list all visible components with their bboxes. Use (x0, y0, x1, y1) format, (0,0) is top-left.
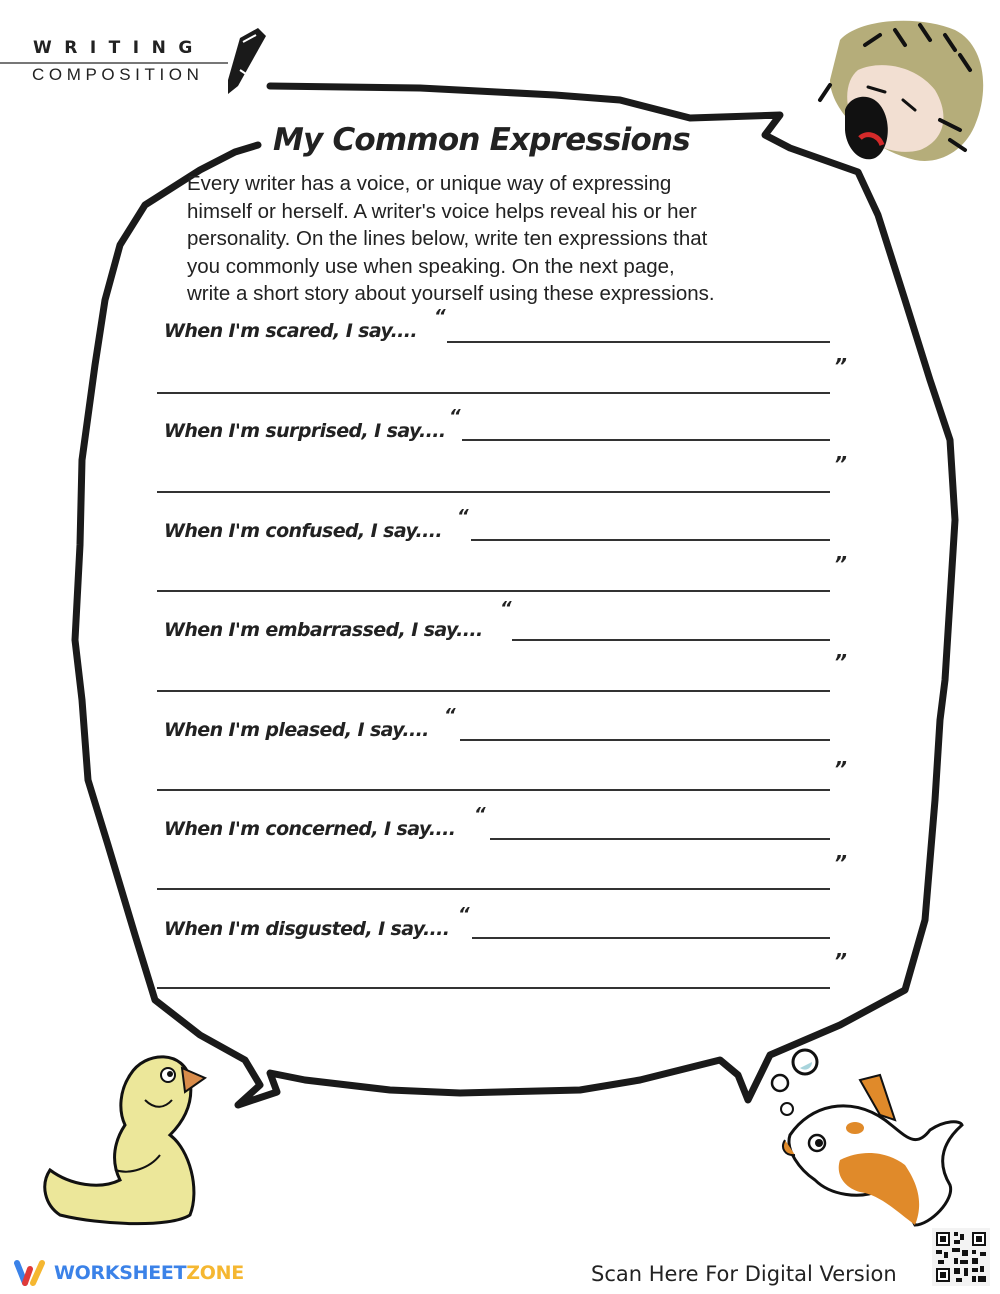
qr-code-icon[interactable] (932, 1228, 990, 1286)
close-quote: ” (834, 851, 847, 875)
worksheetzone-logo[interactable] (14, 1258, 244, 1288)
answer-line-1[interactable] (471, 539, 830, 541)
worksheetzone-logo-icon (14, 1259, 46, 1287)
close-quote: ” (834, 949, 847, 973)
answer-line-2[interactable] (157, 590, 830, 592)
open-quote: “ (500, 598, 512, 619)
prompt-label: When I'm scared, I say.... (164, 320, 418, 342)
answer-line-1[interactable] (512, 639, 830, 641)
scan-instructions: Scan Here For Digital Version (591, 1262, 897, 1286)
prompt-label: When I'm concerned, I say.... (164, 818, 456, 840)
answer-line-2[interactable] (157, 888, 830, 890)
prompt-label: When I'm embarrassed, I say.... (164, 619, 483, 641)
logo-text-zone: ZONE (186, 1262, 244, 1284)
screaming-boy-icon (820, 21, 983, 161)
close-quote: ” (834, 452, 847, 476)
pencil-icon (228, 28, 266, 94)
prompt-label: When I'm surprised, I say.... (164, 420, 446, 442)
page-title: My Common Expressions (273, 122, 690, 158)
close-quote: ” (834, 757, 847, 781)
duckling-icon (45, 1057, 205, 1224)
answer-line-2[interactable] (157, 392, 830, 394)
instructions-line: you commonly use when speaking. On the next page, (187, 254, 675, 278)
instructions-line: himself or herself. A writer's voice helps reveal his or her (187, 199, 697, 223)
open-quote: “ (444, 705, 456, 726)
answer-line-2[interactable] (157, 987, 830, 989)
prompt-label: When I'm confused, I say.... (164, 520, 443, 542)
close-quote: ” (834, 650, 847, 674)
answer-line-2[interactable] (157, 789, 830, 791)
brand-composition: COMPOSITION (32, 65, 204, 84)
brand-writing: WRITING (33, 38, 205, 58)
brand-divider (0, 62, 228, 64)
answer-line-1[interactable] (490, 838, 830, 840)
close-quote: ” (834, 354, 847, 378)
answer-line-2[interactable] (157, 491, 830, 493)
instructions-line: personality. On the lines below, write ten expressions that (187, 227, 708, 250)
instructions-line: write a short story about yourself using these expressions. (187, 282, 715, 305)
goldfish-icon (772, 1050, 962, 1225)
logo-text-worksheet: WORKSHEET (54, 1262, 187, 1284)
open-quote: “ (474, 804, 486, 825)
answer-line-1[interactable] (447, 341, 830, 343)
close-quote: ” (834, 552, 847, 576)
answer-line-1[interactable] (472, 937, 830, 939)
open-quote: “ (457, 506, 469, 527)
answer-line-1[interactable] (460, 739, 830, 741)
answer-line-2[interactable] (157, 690, 830, 692)
open-quote: “ (449, 406, 461, 427)
open-quote: “ (458, 904, 470, 925)
instructions-paragraph (187, 170, 807, 308)
answer-line-1[interactable] (462, 439, 830, 441)
open-quote: “ (434, 306, 446, 327)
instructions-line: Every writer has a voice, or unique way of expressing (187, 172, 672, 195)
prompt-label: When I'm disgusted, I say.... (164, 918, 450, 940)
prompt-label: When I'm pleased, I say.... (164, 719, 429, 741)
